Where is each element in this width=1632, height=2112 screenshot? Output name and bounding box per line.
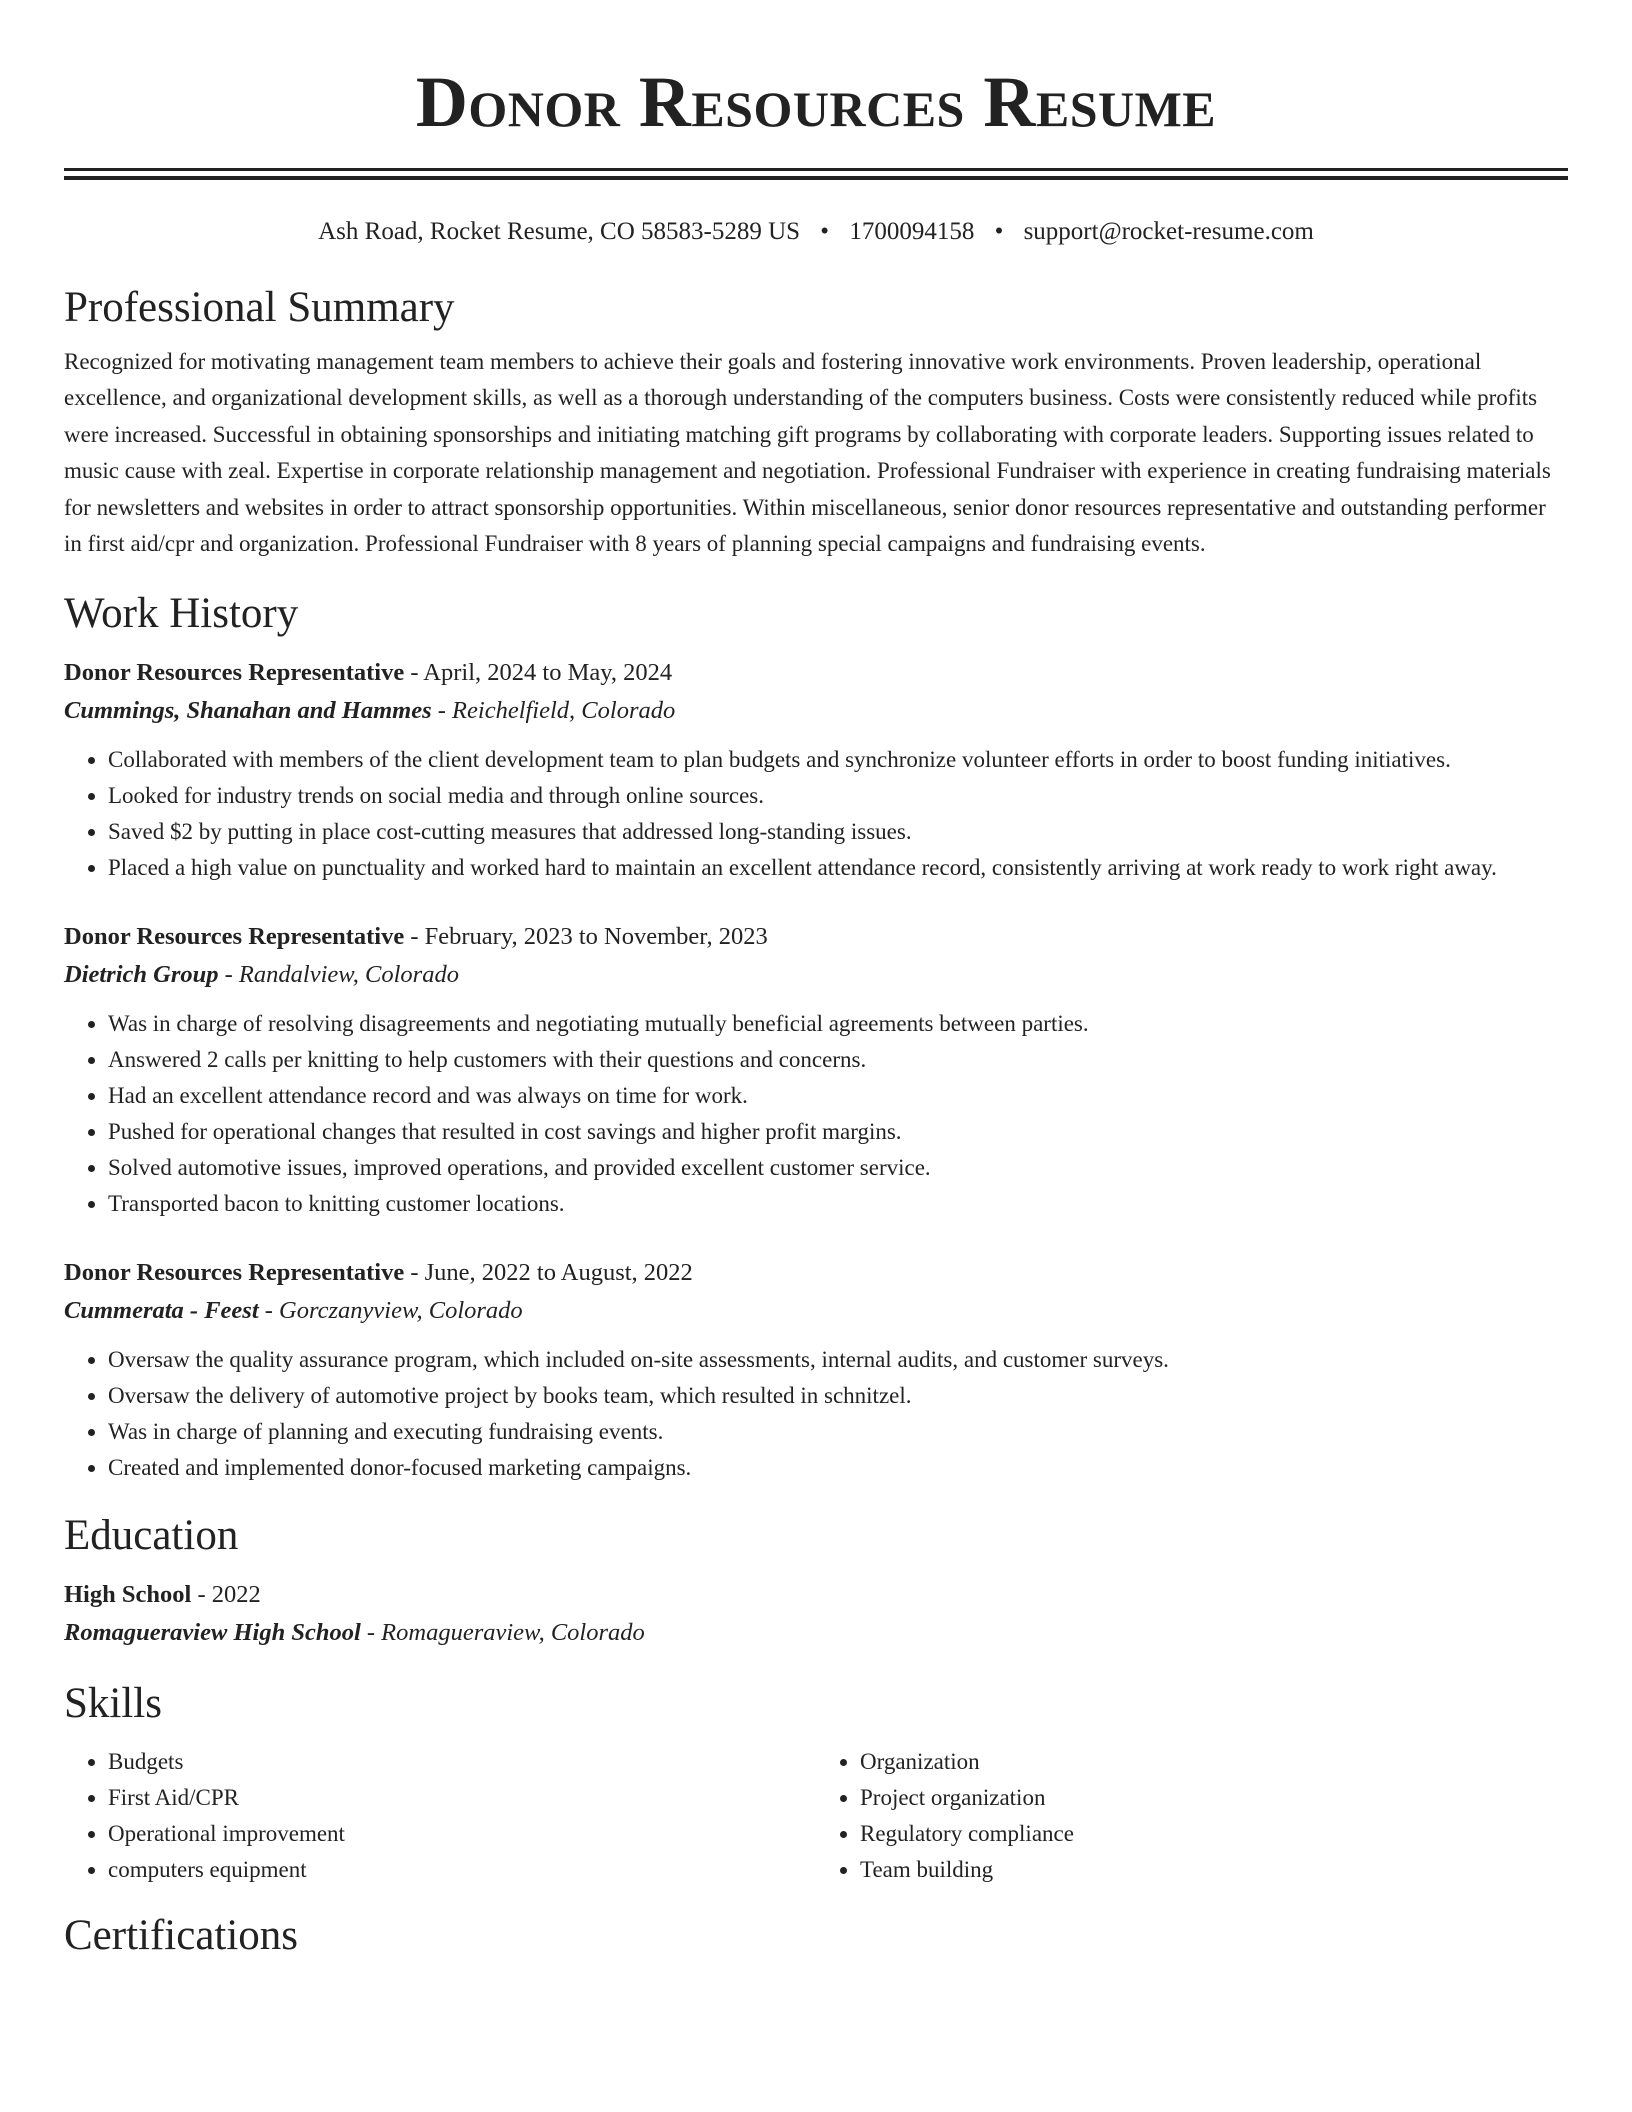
job-bullet: • Transported bacon to knitting customer locations.: [108, 1186, 1568, 1222]
skills-list: [64, 1744, 1568, 1888]
title-divider: [64, 168, 1568, 180]
job-dates: - June, 2022 to August, 2022: [404, 1259, 693, 1287]
skills-column-left: [64, 1744, 816, 1888]
skill-item: • Organization: [860, 1744, 1568, 1780]
job-company: Cummerata - Feest: [64, 1297, 259, 1325]
job-location: - Reichelfield, Colorado: [431, 697, 676, 725]
job-company-line: [64, 956, 1568, 994]
job-bullet: • Saved $2 by putting in place cost-cutting measures that addressed long-standing issues.: [108, 814, 1568, 850]
skill-item: • First Aid/CPR: [108, 1780, 816, 1816]
job-bullet: • Placed a high value on punctuality and worked hard to maintain an excellent attendance record, consistently arriving at work ready to work right away.: [108, 850, 1568, 886]
skills-heading: Skills: [64, 1680, 162, 1728]
resume-title: Donor Resources Resume: [415, 62, 1217, 142]
job-title: Donor Resources Representative: [64, 659, 405, 687]
certifications-heading: Certifications: [64, 1912, 299, 1960]
job-bullet: • Had an excellent attendance record and was always on time for work.: [108, 1078, 1568, 1114]
job-title-line: [64, 918, 1568, 956]
job-title-line: [64, 654, 1568, 692]
job-location: - Randalview, Colorado: [218, 961, 459, 989]
education-degree: High School: [64, 1581, 192, 1609]
job-entry: [64, 918, 1568, 1222]
job-bullet: • Answered 2 calls per knitting to help customers with their questions and concerns.: [108, 1042, 1568, 1078]
job-title: Donor Resources Representative: [64, 1259, 405, 1287]
job-dates: - February, 2023 to November, 2023: [404, 923, 768, 951]
skill-item: • computers equipment: [108, 1852, 816, 1888]
skill-item: • Operational improvement: [108, 1816, 816, 1852]
job-bullet: • Pushed for operational changes that resulted in cost savings and higher profit margins.: [108, 1114, 1568, 1150]
skill-item: • Regulatory compliance: [860, 1816, 1568, 1852]
job-title-line: [64, 1254, 1568, 1292]
job-company-line: [64, 1292, 1568, 1330]
job-company: Cummings, Shanahan and Hammes: [64, 697, 432, 725]
job-dates: - April, 2024 to May, 2024: [404, 659, 673, 687]
skill-item: • Budgets: [108, 1744, 816, 1780]
education-degree-line: [64, 1576, 1568, 1614]
job-bullets: [64, 1342, 1568, 1486]
skills-column-right: [816, 1744, 1568, 1888]
job-bullet: • Was in charge of planning and executing fundraising events.: [108, 1414, 1568, 1450]
education-year: - 2022: [191, 1581, 261, 1609]
job-company-line: [64, 692, 1568, 730]
education-heading: Education: [64, 1512, 239, 1560]
job-bullet: • Looked for industry trends on social media and through online sources.: [108, 778, 1568, 814]
job-bullets: [64, 1006, 1568, 1222]
job-bullet: • Created and implemented donor-focused marketing campaigns.: [108, 1450, 1568, 1486]
contact-separator: •: [820, 218, 830, 245]
job-bullets: [64, 742, 1568, 886]
job-title: Donor Resources Representative: [64, 923, 405, 951]
contact-phone: 1700094158: [849, 218, 975, 245]
job-location: - Gorczanyview, Colorado: [258, 1297, 523, 1325]
contact-separator: •: [994, 218, 1004, 245]
contact-address: Ash Road, Rocket Resume, CO 58583-5289 US: [318, 218, 801, 245]
job-entry: [64, 1254, 1568, 1486]
job-bullet: • Solved automotive issues, improved operations, and provided excellent customer service.: [108, 1150, 1568, 1186]
education-school: Romagueraview High School: [64, 1619, 361, 1647]
skill-item: • Team building: [860, 1852, 1568, 1888]
education-location: - Romagueraview, Colorado: [360, 1619, 645, 1647]
education-school-line: [64, 1614, 1568, 1652]
summary-heading: Professional Summary: [64, 284, 455, 331]
summary-text: Recognized for motivating management team members to achieve their goals and fostering innovative work environments. Proven leadership, operational excellence, and organizational development skills, as well as a thorough understanding of the computers business. Costs were consistently reduced while profits were increased. Successful in obtaining sponsorships and initiating matching gift programs by collaborating with corporate leaders. Supporting issues related to music cause with zeal. Expertise in corporate relationship management and negotiation. Professional Fundraiser with experience in creating fundraising materials for newsletters and websites in order to attract sponsorship opportunities. Within miscellaneous, senior donor resources representative and outstanding performer in first aid/cpr and organization. Professional Fundraiser with 8 years of planning special campaigns and fundraising events.: [64, 349, 1551, 557]
job-company: Dietrich Group: [64, 961, 219, 989]
contact-email: support@rocket-resume.com: [1023, 218, 1314, 245]
education-entry: [64, 1576, 1568, 1652]
contact-line: [64, 216, 1568, 248]
work-history-heading: Work History: [64, 590, 299, 638]
job-entry: [64, 654, 1568, 886]
job-bullet: • Collaborated with members of the client development team to plan budgets and synchronize volunteer efforts in order to boost funding initiatives.: [108, 742, 1568, 778]
skill-item: • Project organization: [860, 1780, 1568, 1816]
job-bullet: • Was in charge of resolving disagreements and negotiating mutually beneficial agreements between parties.: [108, 1006, 1568, 1042]
job-bullet: • Oversaw the quality assurance program, which included on-site assessments, internal audits, and customer surveys.: [108, 1342, 1568, 1378]
job-bullet: • Oversaw the delivery of automotive project by books team, which resulted in schnitzel.: [108, 1378, 1568, 1414]
